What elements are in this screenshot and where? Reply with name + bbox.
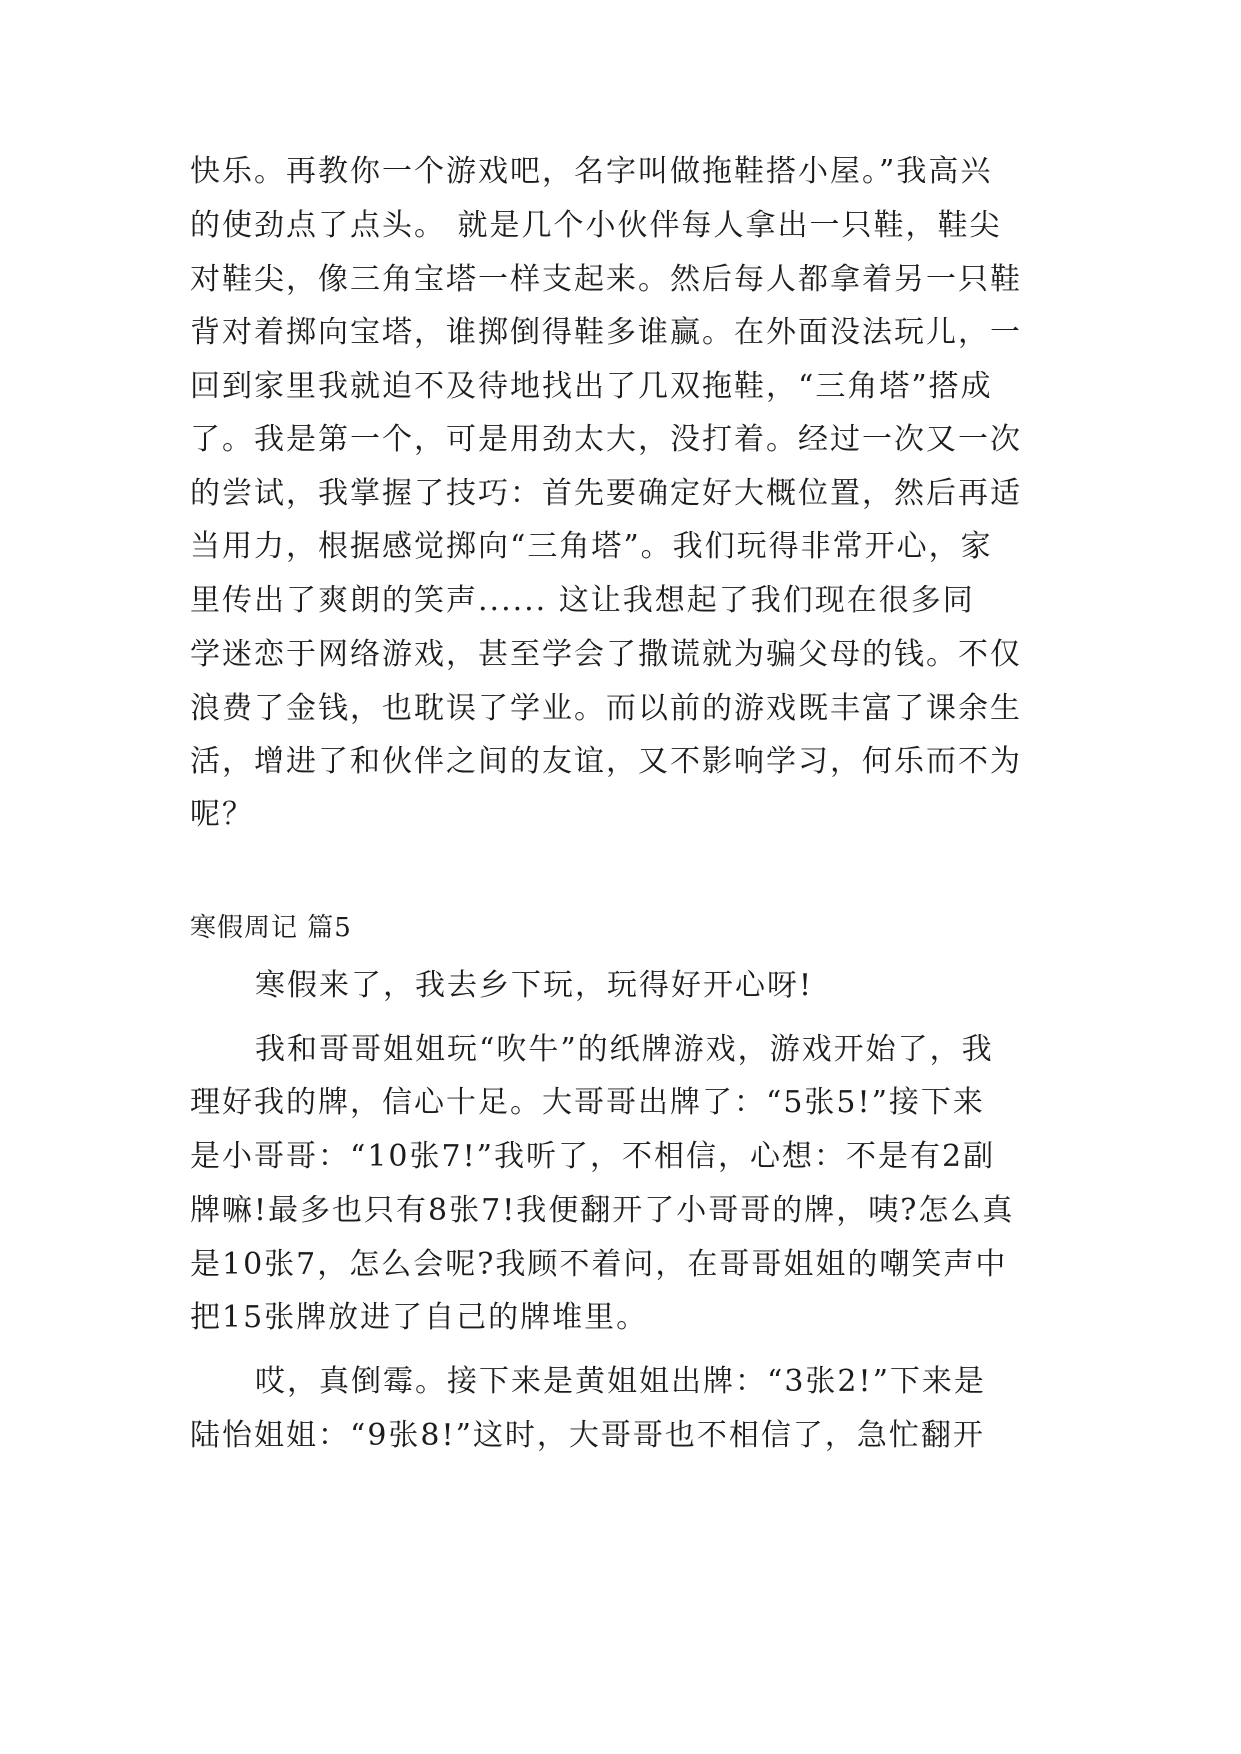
section-title: 寒假周记 篇5	[190, 913, 352, 943]
text-line: 牌嘛!最多也只有8张7!我便翻开了小哥哥的牌，咦?怎么真	[190, 1193, 1015, 1228]
text-line: 把15张牌放进了自己的牌堆里。	[190, 1300, 649, 1335]
text-line: 的使劲点了点头。 就是几个小伙伴每人拿出一只鞋，鞋尖	[190, 208, 1002, 243]
text-line: 哎，真倒霉。接下来是黄姐姐出牌：“3张2!”下来是	[255, 1364, 986, 1399]
text-line: 里传出了爽朗的笑声...... 这让我想起了我们现在很多同	[190, 583, 975, 618]
text-line: 呢？	[190, 797, 254, 832]
text-line: 快乐。再教你一个游戏吧，名字叫做拖鞋搭小屋。”我高兴	[190, 154, 993, 189]
text-line: 陆怡姐姐：“9张8!”这时，大哥哥也不相信了，急忙翻开	[190, 1418, 985, 1453]
text-line: 活，增进了和伙伴之间的友谊，又不影响学习，何乐而不为	[190, 744, 1022, 779]
text-line: 学迷恋于网络游戏，甚至学会了撒谎就为骗父母的钱。不仅	[190, 637, 1022, 672]
text-line: 当用力，根据感觉掷向“三角塔”。我们玩得非常开心，家	[190, 529, 993, 564]
text-line: 的尝试，我掌握了技巧：首先要确定好大概位置，然后再适	[190, 476, 1022, 511]
text-line: 理好我的牌，信心十足。大哥哥出牌了：“5张5!”接下来	[190, 1085, 985, 1120]
text-line: 我和哥哥姐姐玩“吹牛”的纸牌游戏，游戏开始了，我	[255, 1032, 994, 1067]
text-line: 寒假来了，我去乡下玩，玩得好开心呀!	[255, 968, 814, 1003]
text-line: 回到家里我就迫不及待地找出了几双拖鞋，“三角塔”搭成	[190, 369, 993, 404]
text-line: 是10张7，怎么会呢?我顾不着问，在哥哥姐姐的嘲笑声中	[190, 1247, 1008, 1282]
text-line: 是小哥哥：“10张7!”我听了，不相信，心想：不是有2副	[190, 1139, 996, 1174]
text-line: 对鞋尖，像三角宝塔一样支起来。然后每人都拿着另一只鞋	[190, 262, 1022, 297]
text-line: 背对着掷向宝塔，谁掷倒得鞋多谁赢。在外面没法玩儿，一	[190, 315, 1022, 350]
text-line: 了。我是第一个，可是用劲太大，没打着。经过一次又一次	[190, 422, 1022, 457]
text-line: 浪费了金钱，也耽误了学业。而以前的游戏既丰富了课余生	[190, 691, 1022, 726]
